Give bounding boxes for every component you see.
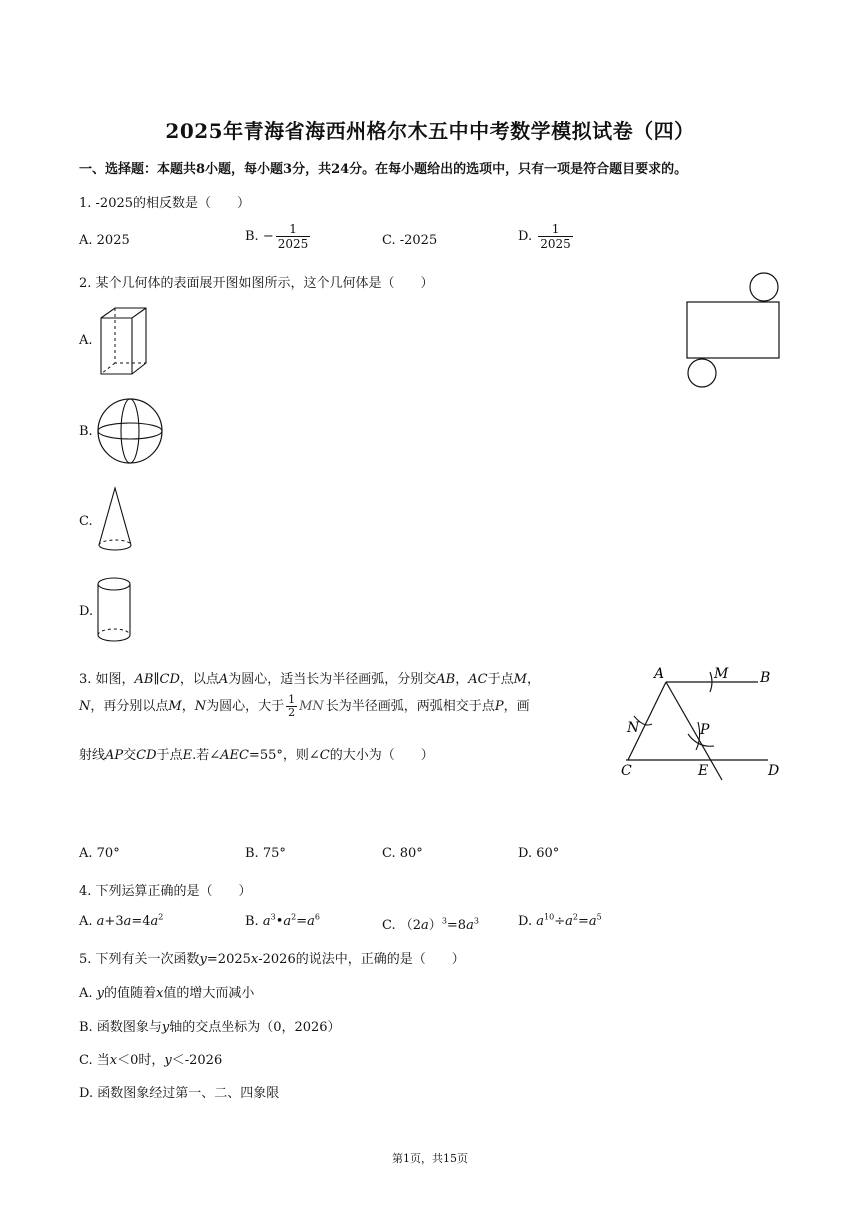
label-n: N (627, 720, 640, 736)
q1-option-a: A. 2025 (79, 233, 130, 248)
q1-option-b: B. − $\frac{1}{2025}$ (245, 222, 309, 251)
q2-option-d: D. (79, 604, 94, 619)
q5-option-d: D. 函数图象经过第一、二、四象限 (79, 1086, 280, 1101)
q5-option-a: A. y的值随着x值的增大而减小 (79, 986, 255, 1001)
q4-option-a: A. $a+3a=4a^2$ (79, 912, 164, 929)
label-b: B (760, 670, 771, 686)
q2-net-figure (686, 272, 786, 392)
section-heading: 一、选择题：本题共8小题，每小题3分，共24分。在每小题给出的选项中，只有一项是符合题目要求的。 (79, 162, 688, 177)
question-4-stem: 4. 下列运算正确的是（ ） (79, 884, 252, 899)
q3-geometry-figure (618, 664, 788, 784)
question-2-stem: 2. 某个几何体的表面展开图如图所示，这个几何体是（ ） (79, 276, 434, 291)
q2-cylinder-figure (97, 576, 137, 646)
label-a: A (654, 666, 665, 682)
q2-prism-figure (98, 305, 153, 377)
q2-option-b: B. (79, 424, 93, 439)
page-footer: 第1页，共15页 (392, 1152, 468, 1165)
q2-sphere-figure (97, 398, 167, 468)
question-3-line-2: N，再分别以点M，N为圆心，大于 $\frac{1}{2}$ MN 长为半径画弧，两弧相交于点P，画 (79, 693, 530, 719)
question-1-stem: 1. -2025的相反数是（ ） (79, 196, 251, 211)
label-d: D (768, 763, 780, 779)
question-3-line-1: 3. 如图，AB∥CD，以点A为圆心，适当长为半径画弧，分别交AB，AC于点M， (79, 672, 540, 687)
page-title: 2025年青海省海西州格尔木五中中考数学模拟试卷（四） (165, 119, 695, 143)
question-5-stem: 5. 下列有关一次函数y=2025x-2026的说法中，正确的是（ ） (79, 952, 465, 967)
q4-option-b: B. $a^3•a^2=a^6$ (245, 912, 320, 929)
q5-option-c: C. 当x＜0时，y＜-2026 (79, 1053, 223, 1068)
q2-option-c: C. (79, 514, 93, 529)
label-m: M (714, 666, 729, 682)
q2-cone-figure (97, 486, 137, 556)
q3-option-c: C. 80° (382, 846, 423, 861)
question-3-line-3: 射线AP交CD于点E.若∠AEC=55°，则∠C的大小为（ ） (79, 748, 434, 763)
q3-option-d: D. 60° (518, 846, 560, 861)
q2-option-a: A. (79, 333, 93, 348)
q1-option-d: D. $\frac{1}{2025}$ (518, 222, 571, 251)
q5-option-b: B. 函数图象与y轴的交点坐标为（0，2026） (79, 1020, 341, 1035)
label-p: P (700, 722, 710, 738)
label-e: E (698, 763, 709, 779)
q1-option-c: C. -2025 (382, 233, 438, 248)
q4-option-c: C. $(2a)^3=8a^3$ (382, 916, 479, 933)
q4-option-d: D. $a^{10}\div a^2=a^5$ (518, 912, 602, 929)
q3-option-a: A. 70° (79, 846, 120, 861)
q3-option-b: B. 75° (245, 846, 286, 861)
label-c: C (621, 763, 632, 779)
